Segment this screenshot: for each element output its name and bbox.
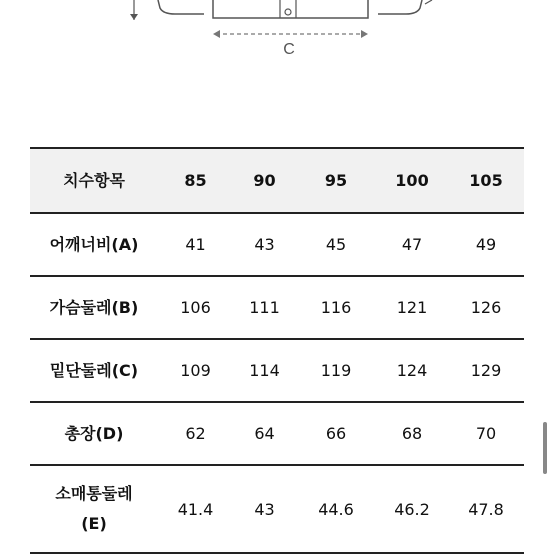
- garment-right-sleeve: [378, 0, 422, 14]
- row-label: 총장(D): [64, 423, 124, 443]
- dimension-arrow-c-left: [213, 30, 220, 38]
- row-label: 밑단둘레(C): [49, 360, 139, 380]
- row-label: 가슴둘레(B): [49, 297, 139, 317]
- header-size: 85: [184, 171, 207, 190]
- table-header-row: [30, 149, 524, 214]
- scrollbar-thumb[interactable]: [543, 422, 547, 474]
- size-table: [30, 147, 524, 554]
- row-label: [30, 479, 158, 539]
- dimension-mark-e: [425, 0, 432, 4]
- table-cell: 111: [249, 298, 280, 317]
- table-cell: 106: [180, 298, 211, 317]
- table-cell: 43: [254, 235, 275, 254]
- table-cell: 126: [470, 298, 502, 317]
- table-cell: 70: [475, 424, 497, 443]
- table-cell: 43: [254, 499, 275, 519]
- table-cell: 124: [396, 361, 428, 380]
- dimension-label-c: C: [283, 41, 295, 58]
- table-row: [30, 277, 524, 340]
- row-label-line: 소매통둘레: [55, 484, 133, 503]
- dimension-arrow-d: [130, 14, 138, 20]
- table-row: [30, 466, 524, 554]
- header-size: 95: [324, 171, 348, 190]
- garment-diagram: [0, 0, 554, 100]
- table-cell: 45: [325, 235, 347, 254]
- table-cell: 129: [470, 361, 502, 380]
- table-cell: 114: [249, 361, 280, 380]
- table-cell: 46.2: [394, 499, 430, 519]
- table-cell: 116: [320, 298, 352, 317]
- table-cell: 41.4: [177, 499, 214, 519]
- table-cell: 41: [185, 235, 206, 254]
- table-cell: 121: [396, 298, 428, 317]
- dimension-arrow-c-right: [361, 30, 368, 38]
- table-cell: 68: [401, 424, 423, 443]
- table-cell: 62: [185, 424, 206, 443]
- table-cell: 47: [401, 235, 423, 254]
- header-size: 90: [253, 171, 276, 190]
- garment-hem: [213, 0, 368, 18]
- row-label-line: (E): [81, 514, 107, 533]
- table-cell: 66: [325, 424, 347, 443]
- table-cell: 119: [320, 361, 352, 380]
- table-cell: 49: [475, 235, 497, 254]
- table-row: [30, 340, 524, 403]
- header-label: 치수항목: [63, 170, 125, 190]
- header-size: 105: [469, 171, 503, 190]
- garment-button: [285, 9, 291, 15]
- table-cell: 64: [254, 424, 275, 443]
- garment-left-sleeve: [158, 0, 204, 14]
- table-cell: 47.8: [468, 499, 504, 519]
- header-size: 100: [395, 171, 429, 190]
- table-row: [30, 214, 524, 277]
- table-row: [30, 403, 524, 466]
- table-cell: 44.6: [318, 499, 354, 519]
- row-label: 어깨너비(A): [49, 234, 139, 254]
- table-cell: 109: [180, 361, 211, 380]
